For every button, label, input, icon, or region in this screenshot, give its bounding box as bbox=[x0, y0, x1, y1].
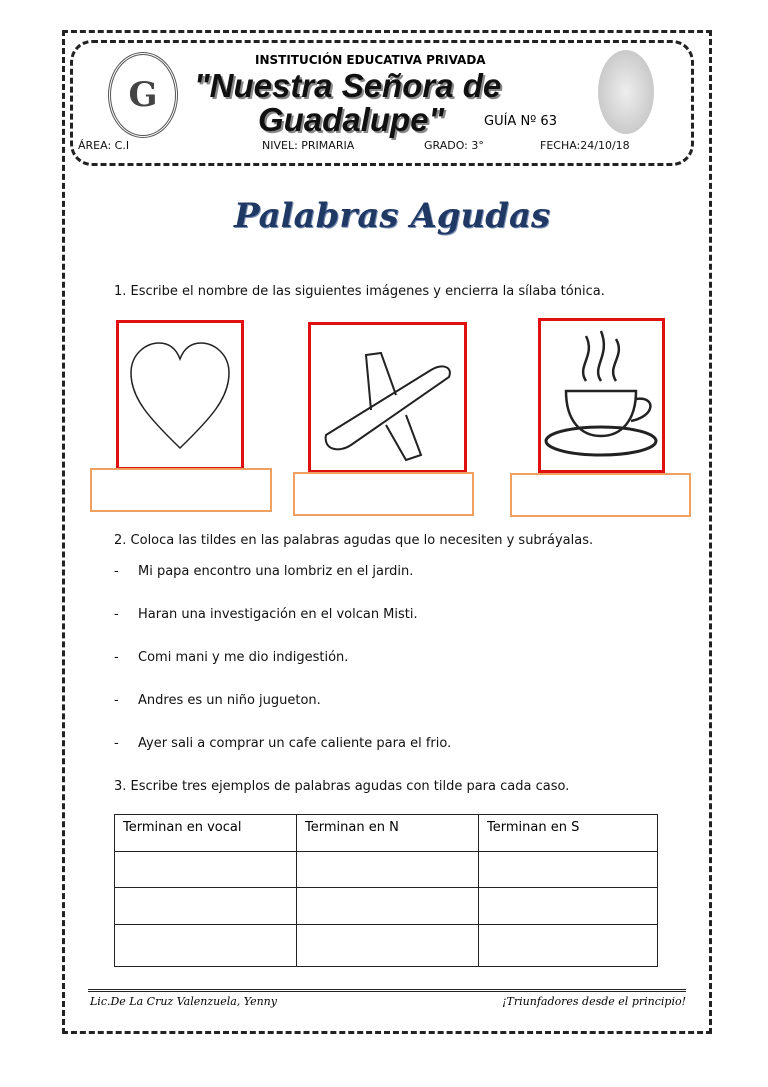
heart-image bbox=[116, 320, 244, 470]
footer-divider bbox=[88, 989, 686, 992]
seal-letter: G bbox=[128, 75, 158, 115]
sentence-item: Ayer sali a comprar un cafe caliente para el frio. bbox=[138, 736, 452, 751]
school-seal-logo bbox=[108, 52, 178, 138]
airplane-image bbox=[308, 322, 467, 473]
grado-label: GRADO: 3° bbox=[424, 139, 484, 152]
bullet: - bbox=[114, 650, 119, 665]
table-cell[interactable] bbox=[297, 852, 479, 888]
examples-table bbox=[114, 814, 658, 967]
heart-icon bbox=[119, 323, 241, 467]
table-cell[interactable] bbox=[115, 852, 297, 888]
question-1: 1. Escribe el nombre de las siguientes imágenes y encierra la sílaba tónica. bbox=[114, 284, 605, 299]
table-cell[interactable] bbox=[297, 888, 479, 925]
sentence-item: Andres es un niño jugueton. bbox=[138, 693, 321, 708]
page-title: Palabras Agudas bbox=[234, 196, 551, 236]
header-vocal: Terminan en vocal bbox=[115, 815, 297, 852]
table-row bbox=[115, 888, 658, 925]
school-name-line1: "Nuestra Señora de bbox=[194, 67, 502, 104]
area-label: ÁREA: C.I bbox=[78, 139, 130, 152]
question-3: 3. Escribe tres ejemplos de palabras agudas con tilde para cada caso. bbox=[114, 779, 570, 794]
header-s: Terminan en S bbox=[479, 815, 658, 852]
sentence-item: Mi papa encontro una lombriz en el jardin. bbox=[138, 564, 414, 579]
question-2: 2. Coloca las tildes en las palabras agudas que lo necesiten y subráyalas. bbox=[114, 533, 594, 548]
bullet: - bbox=[114, 564, 119, 579]
answer-box-3[interactable] bbox=[510, 473, 691, 517]
nivel-label: NIVEL: PRIMARIA bbox=[262, 139, 355, 152]
sentence-item: Comi mani y me dio indigestión. bbox=[138, 650, 349, 665]
coffee-cup-image bbox=[538, 318, 665, 473]
airplane-icon bbox=[311, 325, 464, 470]
table-cell[interactable] bbox=[479, 888, 658, 925]
institution-label: INSTITUCIÓN EDUCATIVA PRIVADA bbox=[255, 53, 486, 67]
table-cell[interactable] bbox=[479, 852, 658, 888]
table-row bbox=[115, 925, 658, 967]
fecha-label: FECHA:24/10/18 bbox=[540, 139, 630, 152]
table-cell[interactable] bbox=[479, 925, 658, 967]
footer-motto: ¡Triunfadores desde el principio! bbox=[502, 995, 686, 1008]
coffee-cup-icon bbox=[541, 321, 662, 470]
bullet: - bbox=[114, 736, 119, 751]
bullet: - bbox=[114, 693, 119, 708]
bullet: - bbox=[114, 607, 119, 622]
answer-box-2[interactable] bbox=[293, 472, 474, 516]
table-row bbox=[115, 852, 658, 888]
table-cell[interactable] bbox=[297, 925, 479, 967]
table-header-row bbox=[115, 815, 658, 852]
header-n: Terminan en N bbox=[297, 815, 479, 852]
footer-author: Lic.De La Cruz Valenzuela, Yenny bbox=[90, 995, 277, 1008]
table-cell[interactable] bbox=[115, 925, 297, 967]
school-name-line2: Guadalupe" bbox=[258, 101, 445, 138]
virgin-guadalupe-image bbox=[598, 50, 654, 134]
guide-number: GUÍA Nº 63 bbox=[484, 114, 557, 129]
sentence-item: Haran una investigación en el volcan Misti. bbox=[138, 607, 418, 622]
answer-box-1[interactable] bbox=[90, 468, 272, 512]
table-cell[interactable] bbox=[115, 888, 297, 925]
